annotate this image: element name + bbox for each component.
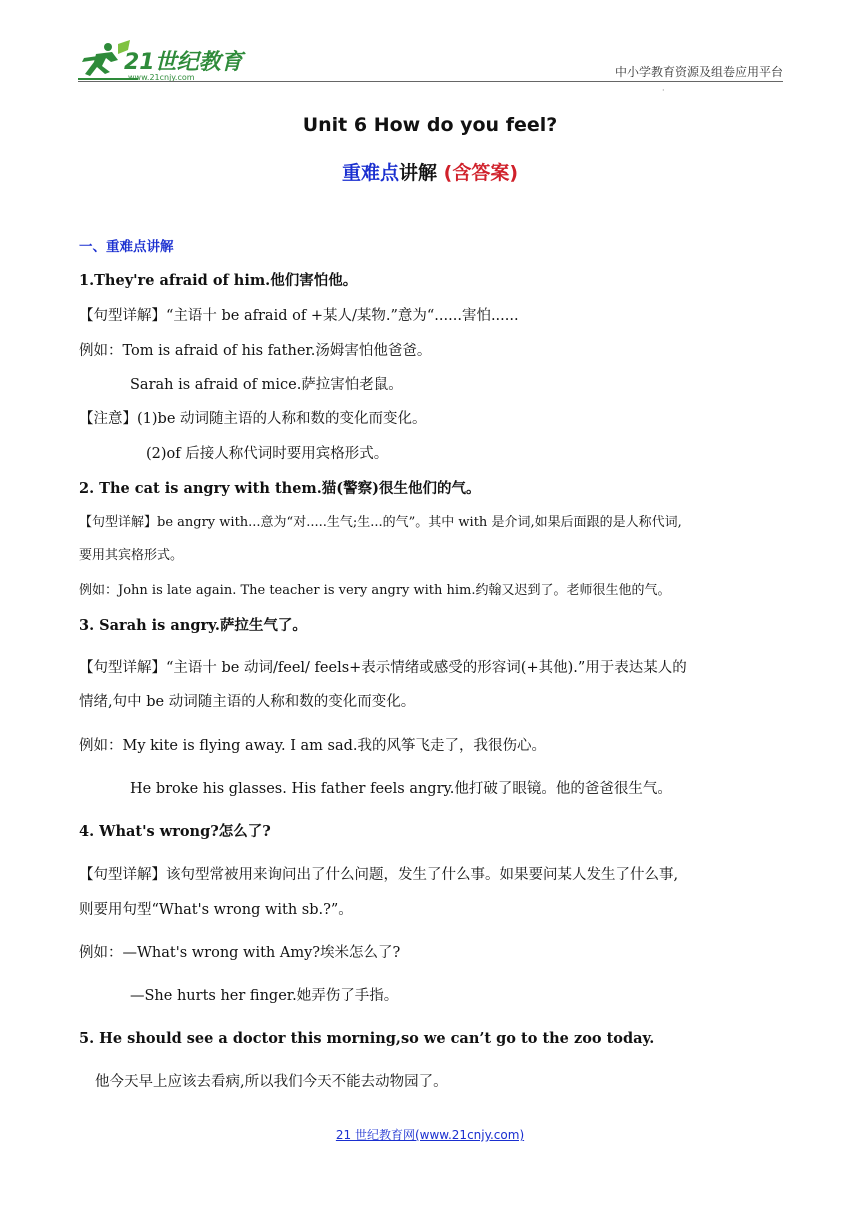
header-dot: · — [662, 86, 665, 95]
subtitle-part3: (含答案) — [443, 162, 519, 184]
text-line: 他今天早上应该去看病,所以我们今天不能去动物园了。 — [95, 1074, 448, 1090]
note-line: 【注意】(1)be 动词随主语的人称和数的变化而变化。 — [79, 411, 427, 427]
example-line: 例如：—What's wrong with Amy?埃米怎么了? — [79, 945, 401, 961]
point-5-heading: 5. He should see a doctor this morning,so we can’t go to the zoo today. — [79, 1030, 655, 1047]
text-line: 要用其宾格形式。 — [79, 548, 184, 563]
example-line: —She hurts her finger.她弄伤了手指。 — [130, 988, 399, 1004]
text-line: 【句型详解】“主语十 be afraid of +某人/某物.”意为“......害怕...... — [79, 308, 519, 324]
point-3-heading: 3. Sarah is angry.萨拉生气了。 — [79, 617, 307, 634]
text-line: 情绪,句中 be 动词随主语的人称和数的变化而变化。 — [79, 694, 416, 710]
point-2-heading: 2. The cat is angry with them.猫(警察)很生他们的气。 — [79, 480, 481, 497]
logo-21cnjy — [78, 40, 248, 82]
note-line: (2)of 后接人称代词时要用宾格形式。 — [146, 446, 389, 462]
logo-text: 21世纪教育 — [124, 50, 243, 75]
text-line: 【句型详解】be angry with...意为“对.....生气;生...的气”。其中 with 是介词,如果后面跟的是人称代词, — [79, 515, 682, 530]
section-heading: 一、重难点讲解 — [79, 239, 174, 255]
point-1-heading: 1.They're afraid of him.他们害怕他。 — [79, 272, 358, 289]
page-subtitle — [0, 158, 860, 185]
footer-link[interactable]: 21 世纪教育网(www.21cnjy.com) — [335, 1128, 525, 1142]
page-title: Unit 6 How do you feel? — [302, 114, 558, 136]
text-line: 【句型详解】该句型常被用来询问出了什么问题，发生了什么事。如果要问某人发生了什么事, — [79, 867, 679, 883]
platform-text: 中小学教育资源及组卷应用平台 — [614, 65, 783, 79]
example-line: 例如：My kite is flying away. I am sad.我的风筝飞走了，我很伤心。 — [79, 738, 547, 754]
example-line: He broke his glasses. His father feels angry.他打破了眼镜。他的爸爸很生气。 — [130, 781, 672, 797]
point-4-heading: 4. What's wrong?怎么了? — [79, 823, 271, 840]
subtitle-part1: 重难点 — [341, 162, 399, 184]
logo-url: www.21cnjy.com — [128, 73, 195, 82]
example-line: Sarah is afraid of mice.萨拉害怕老鼠。 — [130, 377, 403, 393]
text-line: 则要用句型“What's wrong with sb.?”。 — [79, 902, 353, 918]
header-divider — [78, 81, 783, 82]
page-header — [78, 38, 783, 95]
subtitle-part2: 讲解 — [399, 162, 438, 184]
example-line: 例如：Tom is afraid of his father.汤姆害怕他爸爸。 — [79, 343, 432, 359]
example-line: 例如：John is late again. The teacher is very angry with him.约翰又迟到了。老师很生他的气。 — [79, 583, 671, 598]
text-line: 【句型详解】“主语十 be 动词/feel/ feels+表示情绪或感受的形容词(+其他).”用于表达某人的 — [79, 660, 687, 676]
